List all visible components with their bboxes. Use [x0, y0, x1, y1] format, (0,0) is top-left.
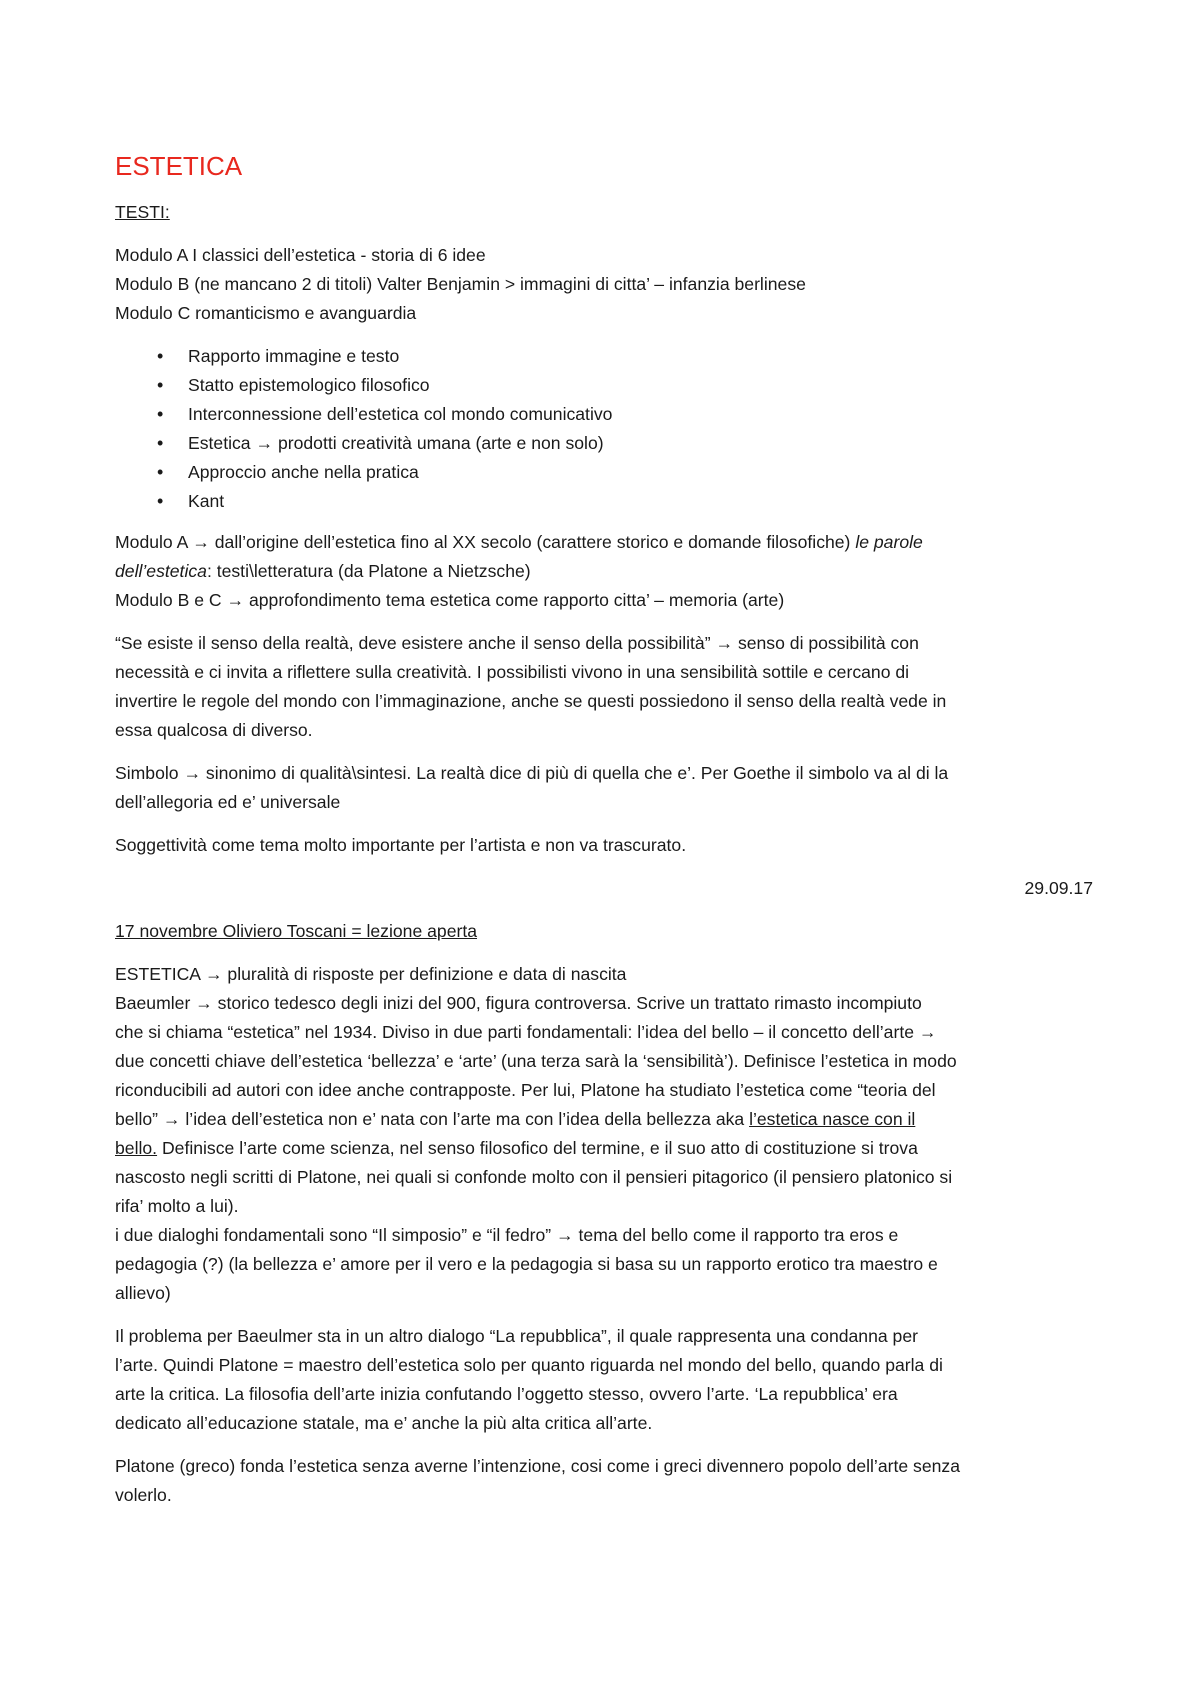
bullet-item: • Kant: [115, 487, 1095, 516]
paragraph-line: invertire le regole del mondo con l’immaginazione, anche se questi possiedono il senso della realtà vede in: [115, 691, 947, 711]
text-run: : testi\letteratura (da Platone a Nietzsche): [206, 561, 531, 581]
event-heading: 17 novembre Oliviero Toscani = lezione aperta: [115, 921, 478, 941]
quote-paragraph: [115, 629, 1095, 745]
paragraph-line: [115, 1134, 1095, 1163]
module-line: Modulo C romanticismo e avanguardia: [115, 303, 417, 323]
text-run: bello” → l’idea dell’estetica non e’ nata con l’arte ma con l’idea della bellezza aka: [115, 1109, 750, 1129]
paragraph-line: pedagogia (?) (la bellezza e’ amore per il vero e la pedagogia si basa su un rapporto erotico tra maestro e: [115, 1254, 938, 1274]
paragraph-line: i due dialoghi fondamentali sono “Il simposio” e “il fedro” → tema del bello come il rapporto tra eros e: [115, 1225, 899, 1245]
text-run: Definisce l’arte come scienza, nel senso filosofico del termine, e il suo atto di costituzione si trova: [157, 1138, 918, 1158]
paragraph-line: essa qualcosa di diverso.: [115, 720, 313, 740]
text-run: Modulo A → dall’origine dell’estetica fino al XX secolo (carattere storico e domande filosofiche): [115, 532, 856, 552]
paragraph-line: due concetti chiave dell’estetica ‘bellezza’ e ‘arte’ (una terza sarà la ‘sensibilità’). Definisce l’estetica in modo: [115, 1051, 957, 1071]
testi-label: TESTI:: [115, 202, 170, 222]
paragraph-line: dedicato all’educazione statale, ma e’ anche la più alta critica all’arte.: [115, 1413, 653, 1433]
baeumler-paragraph: [115, 960, 1095, 1308]
paragraph-line: necessità e ci invita a riflettere sulla creatività. I possibilisti vivono in una sensibilità sottile e cercano di: [115, 662, 910, 682]
bullet-item: • Approccio anche nella pratica: [115, 458, 1095, 487]
simbolo-paragraph: [115, 759, 1095, 817]
paragraph-line: [115, 557, 1095, 586]
underlined-run: bello.: [115, 1138, 158, 1158]
paragraph-line: riconducibili ad autori con idee anche contrapposte. Per lui, Platone ha studiato l’estetica come “teoria del: [115, 1080, 936, 1100]
soggettivita-paragraph: Soggettività come tema molto importante per l’artista e non va trascurato.: [115, 835, 687, 855]
paragraph-line: arte la critica. La filosofia dell’arte inizia confutando l’oggetto stesso, ovvero l’arte. ‘La repubblica’ era: [115, 1384, 898, 1404]
bullet-item: • Interconnessione dell’estetica col mondo comunicativo: [115, 400, 1095, 429]
repubblica-paragraph: [115, 1322, 1095, 1438]
italic-run: dell’estetica: [115, 561, 207, 581]
modulo-a-paragraph: [115, 528, 1095, 615]
paragraph-line: volerlo.: [115, 1485, 172, 1505]
document-page: [115, 140, 1095, 1524]
paragraph-line: ESTETICA → pluralità di risposte per definizione e data di nascita: [115, 964, 627, 984]
paragraph-line: [115, 1105, 1095, 1134]
module-line: Modulo B (ne mancano 2 di titoli) Valter Benjamin > immagini di citta’ – infanzia berlinese: [115, 274, 806, 294]
paragraph-line: l’arte. Quindi Platone = maestro dell’estetica solo per quanto riguarda nel mondo del bello, quando parla di: [115, 1355, 943, 1375]
paragraph-line: Modulo B e C → approfondimento tema estetica come rapporto citta’ – memoria (arte): [115, 590, 785, 610]
paragraph-line: Simbolo → sinonimo di qualità\sintesi. La realtà dice di più di quella che e’. Per Goethe il simbolo va al di la: [115, 763, 949, 783]
paragraph-line: Baeumler → storico tedesco degli inizi del 900, figura controversa. Scrive un trattato rimasto incompiuto: [115, 993, 922, 1013]
module-line: Modulo A I classici dell’estetica - storia di 6 idee: [115, 245, 486, 265]
modules-list: [115, 241, 1095, 328]
bullet-item: • Statto epistemologico filosofico: [115, 371, 1095, 400]
paragraph-line: nascosto negli scritti di Platone, nei quali si confonde molto con il pensieri pitagorico (il pensiero platonico si: [115, 1167, 953, 1187]
paragraph-line: allievo): [115, 1283, 171, 1303]
paragraph-line: Platone (greco) fonda l’estetica senza averne l’intenzione, cosi come i greci divennero popolo dell’arte senza: [115, 1456, 960, 1476]
bullet-item: • Estetica → prodotti creatività umana (arte e non solo): [115, 429, 1095, 458]
paragraph-line: rifa’ molto a lui).: [115, 1196, 239, 1216]
paragraph-line: Il problema per Baeulmer sta in un altro dialogo “La repubblica”, il quale rappresenta una condanna per: [115, 1326, 918, 1346]
paragraph-line: dell’allegoria ed e’ universale: [115, 792, 341, 812]
italic-run: le parole: [855, 532, 923, 552]
date-label: 29.09.17: [1024, 878, 1093, 898]
greco-paragraph: [115, 1452, 1095, 1510]
underlined-run: l’estetica nasce con il: [749, 1109, 916, 1129]
paragraph-line: [115, 528, 1095, 557]
paragraph-line: che si chiama “estetica” nel 1934. Diviso in due parti fondamentali: l’idea del bello – il concetto dell’arte →: [115, 1022, 937, 1042]
paragraph-line: “Se esiste il senso della realtà, deve esistere anche il senso della possibilità” → senso di possibilità con: [115, 633, 919, 653]
document-title: ESTETICA: [115, 151, 243, 181]
bullet-item: • Rapporto immagine e testo: [115, 342, 1095, 371]
bullet-list: [115, 342, 1095, 516]
